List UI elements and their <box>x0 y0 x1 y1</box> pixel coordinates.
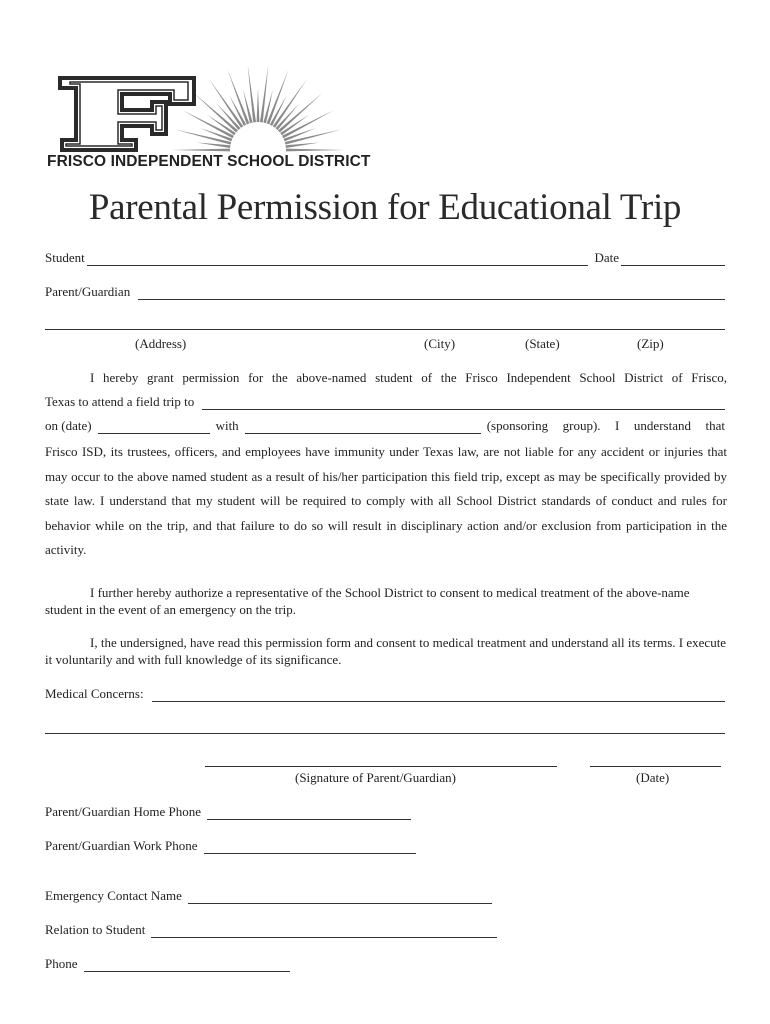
date-field[interactable] <box>621 254 725 266</box>
trip-date-label: on (date) <box>45 418 92 433</box>
sun-ray <box>196 143 230 148</box>
medical-concerns-row-2 <box>45 722 725 734</box>
address-caption: (Address) <box>135 336 187 351</box>
emergency-contact-row <box>45 888 492 904</box>
home-phone-row <box>45 804 411 820</box>
emergency-contact-field[interactable] <box>188 892 492 904</box>
medical-concerns-field[interactable] <box>152 690 725 702</box>
sun-ray <box>286 143 320 148</box>
parent-row <box>45 284 725 300</box>
sun-ray <box>286 149 344 152</box>
signature-caption: (Signature of Parent/Guardian) <box>295 770 457 785</box>
signature-field[interactable] <box>205 766 557 767</box>
liability-text: Frisco ISD, its trustees, officers, and employees have immunity under Texas law, are not liable for any accident or injuries that may occur to the above named student as a result of his/her participation this field trip, except as may be specifically provided by state law. I understand that my student will be required to comply with all School District standards of conduct and rules for behavior while on the trip, and that failure to do so will result in disciplinary action and/or exclusion from participation in the activity. <box>45 444 727 557</box>
address-row <box>45 318 725 330</box>
work-phone-row <box>45 838 416 854</box>
field-trip-row <box>45 394 725 410</box>
student-name-field[interactable] <box>87 254 589 266</box>
signature-date-caption: (Date) <box>636 770 670 785</box>
work-phone-field[interactable] <box>204 842 416 854</box>
phone-row <box>45 956 290 972</box>
sun-ray <box>228 70 250 125</box>
address-field[interactable] <box>45 318 725 330</box>
relation-row <box>45 922 497 938</box>
medical-concerns-field-2[interactable] <box>45 722 725 734</box>
relation-label: Relation to Student <box>45 922 146 937</box>
parent-label: Parent/Guardian <box>45 284 131 299</box>
zip-caption: (Zip) <box>637 336 664 351</box>
medical-concerns-row <box>45 686 725 702</box>
sun-ray <box>257 88 260 122</box>
sun-ray <box>267 70 289 125</box>
home-phone-field[interactable] <box>207 808 411 820</box>
with-label: with <box>215 418 239 433</box>
home-phone-label: Parent/Guardian Home Phone <box>45 804 201 819</box>
district-name: FRISCO INDEPENDENT SCHOOL DISTRICT <box>47 153 371 170</box>
trip-date-field[interactable] <box>98 422 210 434</box>
sponsoring-group-field[interactable] <box>245 422 481 434</box>
student-row <box>45 250 725 266</box>
p1-line1: I hereby grant permission for the above-named student of the Frisco Independent School District of Frisco, <box>90 370 727 385</box>
medical-consent-paragraph <box>45 584 727 618</box>
sun-ray <box>172 149 230 152</box>
permission-paragraph <box>45 366 727 391</box>
phone-field[interactable] <box>84 960 290 972</box>
emergency-contact-label: Emergency Contact Name <box>45 888 182 903</box>
city-caption: (City) <box>424 336 456 351</box>
date-label: Date <box>594 250 619 265</box>
trip-date-row <box>45 418 725 434</box>
field-trip-label: Texas to attend a field trip to <box>45 394 195 409</box>
form-title: Parental Permission for Educational Trip <box>88 187 682 228</box>
medical-consent-text: I further hereby authorize a representative of the School District to consent to medical treatment of the above-name student in the event of an emergency on the trip. <box>45 585 690 617</box>
medical-concerns-label: Medical Concerns: <box>45 686 144 701</box>
field-trip-destination-field[interactable] <box>202 398 725 410</box>
sponsoring-group-text: (sponsoring group). I understand that <box>486 418 725 433</box>
state-caption: (State) <box>525 336 560 351</box>
relation-field[interactable] <box>151 926 497 938</box>
liability-paragraph <box>45 440 727 563</box>
acknowledgement-paragraph <box>45 634 727 668</box>
student-label: Student <box>45 250 85 265</box>
signature-date-field[interactable] <box>590 766 721 767</box>
acknowledgement-text: I, the undersigned, have read this permission form and consent to medical treatment and understand all its terms. I execute it voluntarily and with full knowledge of its significance. <box>45 635 727 667</box>
phone-label: Phone <box>45 956 78 971</box>
parent-name-field[interactable] <box>138 288 725 300</box>
work-phone-label: Parent/Guardian Work Phone <box>45 838 198 853</box>
